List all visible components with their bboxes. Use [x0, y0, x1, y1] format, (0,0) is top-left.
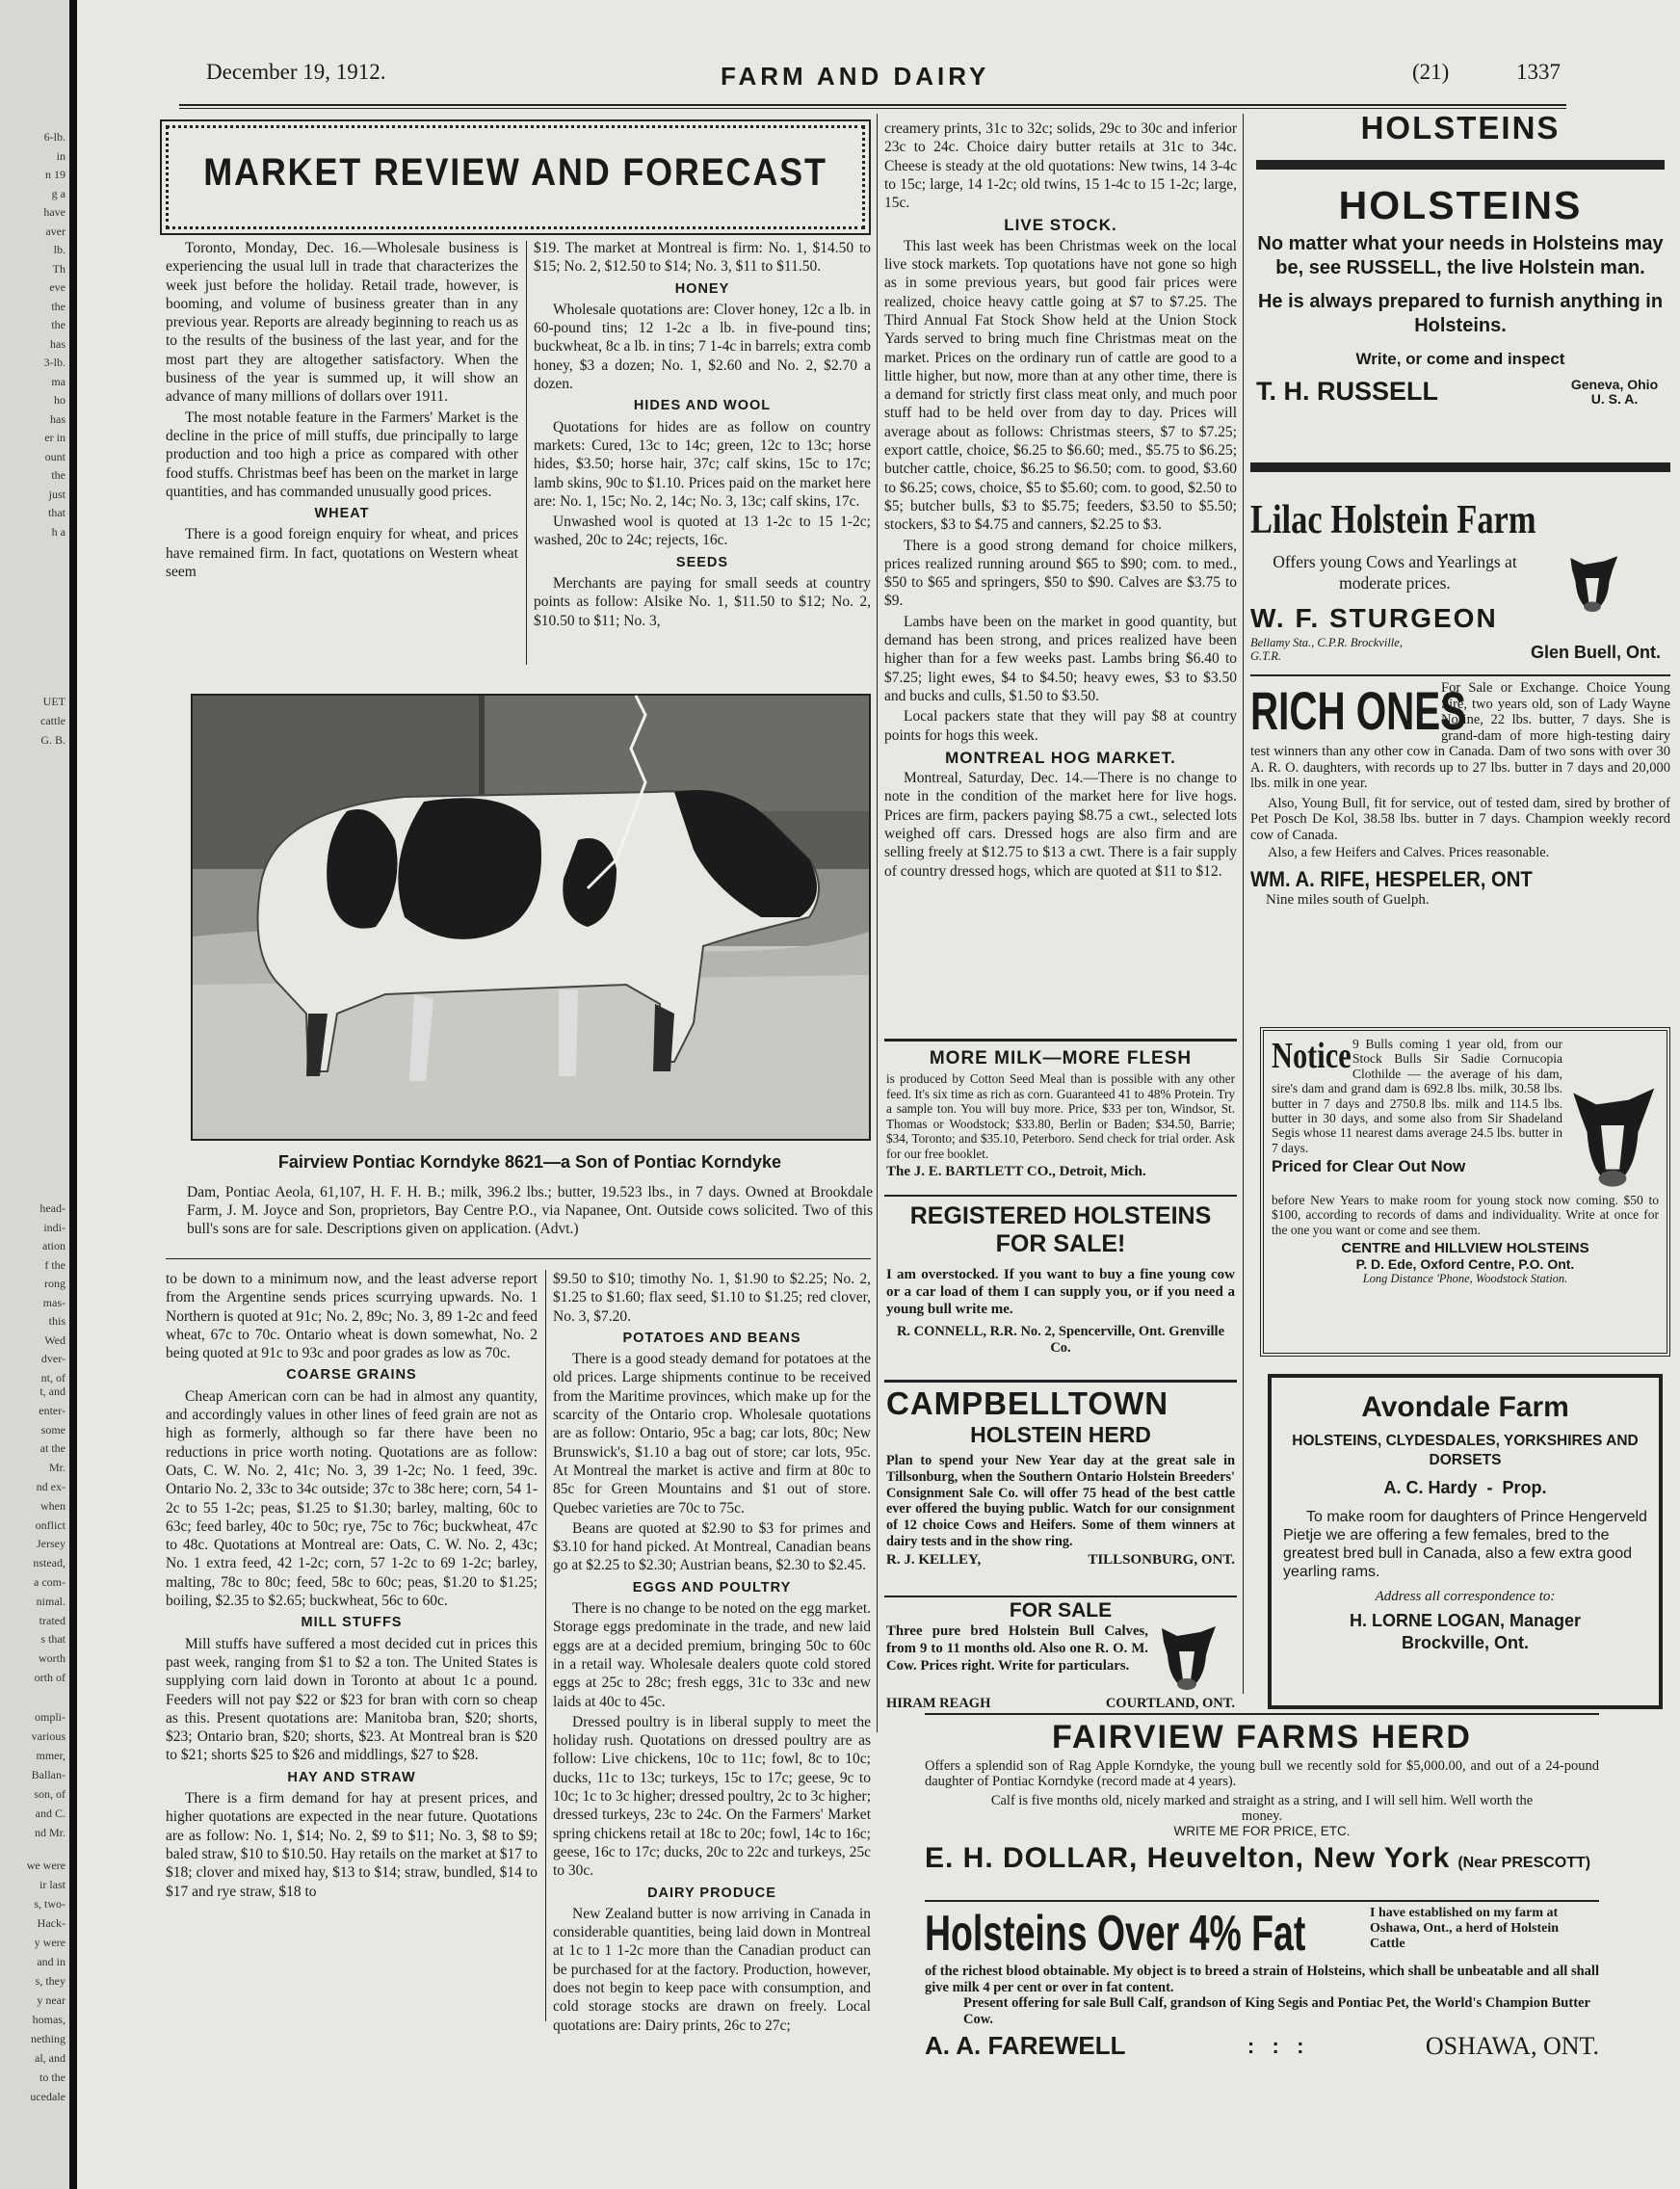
left-page-fragment: just [48, 487, 66, 501]
left-page-fragment: 3-lb. [43, 356, 66, 369]
left-page-fragment: Ballan- [31, 1768, 66, 1781]
section-heading-honey: HONEY [674, 280, 730, 297]
ad-title: Notice [1272, 1036, 1352, 1076]
left-page-fragment: this [48, 1314, 66, 1328]
campbelltown-ad [886, 1385, 1235, 1596]
left-page-fragment: enter- [39, 1403, 66, 1417]
article-paragraph: Montreal, Saturday, Dec. 14.—There is no change to note in the condition of the market here for live hogs. Prices are firm, packers paying $8.75 a cwt., selected lots weighed off cars. Dressed hogs are also firm and are selling freely at $12.75 to $13 a cwt. There is a fair supply of country dressed hogs, which are quoted at $11 to $12. [884, 770, 1237, 880]
fairview-farms-ad [925, 1719, 1599, 1908]
section-heading-hog-market: MONTREAL HOG MARKET. [945, 748, 1176, 767]
article-paragraph: to be down to a minimum now, and the least adverse report from the Argentine sends prices scurrying upwards. No. 1 Northern is quoted at 91c; No. 2, 89c; No. 3, 89 1-2c and feed wheat, 67c to 70c. Ontario wheat is down somewhat, No. 2 being quoted at 91c to 93c and poor grades as low as 70c. [166, 1271, 538, 1362]
left-page-fragment: indi- [43, 1220, 66, 1234]
left-page-fragment: f the [44, 1257, 66, 1272]
article-paragraph: New Zealand butter is now arriving in Canada in considerable quantities, being laid down in Montreal at 1c to 1 1-2c more than the Canadian product can be purchased for at the factory. Production, however, does not begin to keep pace with consumption, and cold storage stocks are drawn on freely. Local quotations are: Dairy prints, 26c to 27c; [553, 1905, 871, 2034]
column-divider [526, 241, 527, 665]
cotton-seed-meal-ad [886, 1048, 1235, 1202]
section-heading-potatoes: POTATOES AND BEANS [622, 1330, 801, 1346]
left-page-fragment: that [48, 506, 66, 519]
left-page-fragment: rong [44, 1277, 66, 1290]
left-page-fragment: s, they [35, 1974, 66, 1988]
section-heading-dairy: DAIRY PRODUCE [647, 1885, 776, 1901]
newspaper-page [77, 0, 1680, 2189]
article-paragraph: Wholesale quotations are: Clover honey, 12c a lb. in 60-pound tins; 12 1-2c a lb. in five-pound tins; buckwheat, 8c a lb. in tins; 7 1-4c in barrels; extra comb honey, $3 a dozen; No. 1, $2.60 and No. 2, $2.70 a dozen. [534, 301, 871, 393]
cow-head-icon [1559, 551, 1626, 619]
market-column-1-bottom [166, 1270, 538, 2016]
ad-side-text: I have established on my farm at Oshawa, Ont., a herd of Holstein Cattle [1370, 1906, 1560, 1951]
left-page-fragment: the [51, 318, 66, 331]
photo-rule [166, 1258, 871, 1259]
ad-body: Also, Young Bull, fit for service, out of tested dam, sired by brother of Pet Posch De Kol, 38.58 lbs. butter in 7 days. Champion weekly record cow of Canada. [1250, 795, 1670, 843]
left-page-fragment: ma [51, 374, 66, 388]
masthead: FARM AND DAIRY [721, 62, 990, 91]
left-page-fragment: n 19 [45, 168, 66, 181]
for-sale-ad [886, 1599, 1235, 1727]
left-page-fragment: ation [42, 1239, 66, 1253]
left-page-fragment: eve [49, 280, 66, 294]
left-page-fragment: some [40, 1422, 66, 1437]
left-page-fragment: ucedale [30, 2090, 66, 2103]
russell-holsteins-ad [1250, 106, 1670, 472]
left-page-fragment: when [40, 1498, 66, 1513]
left-page-fragment: various [31, 1729, 66, 1743]
article-paragraph: Toronto, Monday, Dec. 16.—Wholesale business is experiencing the usual lull in trade that characterizes the week just before the holiday. Retail trade, however, is booming, and volume of business greater than in any previous year. Reports are already beginning to reach us as to the results of the business of the last year, and for the most part they are altogether satisfactory. When the business of the year is summed up, it will show an advance of many millions of dollars over 1911. [166, 240, 518, 406]
left-page-fragment: has [50, 336, 66, 351]
lilac-holstein-farm-ad [1250, 482, 1670, 674]
page-ref: (21) [1412, 60, 1450, 84]
ad-rule [1250, 462, 1670, 472]
left-page-fragment: nd ex- [36, 1480, 66, 1493]
ad-body: Also, a few Heifers and Calves. Prices reasonable. [1268, 845, 1550, 860]
left-page-fragment: y were [34, 1936, 66, 1949]
left-page-fragment: ir last [39, 1878, 66, 1891]
left-page-fragment: t, and [39, 1385, 66, 1398]
ad-signature-name: R. J. KELLEY, [886, 1551, 982, 1568]
left-page-fragment: head- [39, 1201, 66, 1215]
article-paragraph: Beans are quoted at $2.90 to $3 for primes and $3.10 for hand picked. At Montreal, Canadian beans go at $2.25 to $2.30; Austrian beans, $2.30 to $2.45. [553, 1519, 871, 1574]
left-page-fragment: g a [51, 186, 66, 200]
ad-signature-name: T. H. RUSSELL [1256, 377, 1439, 406]
left-page-fragment: ompli- [35, 1710, 66, 1724]
ad-body: of the richest blood obtainable. My object is to breed a strain of Holsteins, which shall be unbeatable and all shall give milk 4 per cent or over in fat content. [925, 1964, 1599, 1995]
article-paragraph: creamery prints, 31c to 32c; solids, 29c to 30c and inferior 23c to 24c. Choice dairy butter retails at 31c to 34c. Cheese is steady at the old quotations: New twins, 14 3-4c to 15c; large, 14 1-2c; old twins, 15 1-4c to 15 1-2c; large, 15c. [884, 120, 1237, 212]
left-page-fragment: orth of [34, 1671, 66, 1684]
ad-body: To make room for daughters of Prince Hengerveld Pietje we are offering a few females, bred to the greatest bred bull in Canada, also a few extra good yearling rams. [1283, 1509, 1647, 1580]
ad-signature-place: P. D. Ede, Oxford Centre, P.O. Ont. [1355, 1256, 1575, 1273]
ad-title: RICH ONES [1250, 680, 1467, 741]
left-page-fragment: have [43, 205, 66, 219]
left-page-fragment: worth [39, 1651, 66, 1666]
ad-separator: : : : [1247, 2033, 1304, 2058]
left-page-fragment: lb. [53, 243, 66, 256]
left-page-edge [0, 0, 69, 2189]
page-number: 1337 [1516, 60, 1561, 84]
article-paragraph: Cheap American corn can be had in almost any quantity, and accordingly values in other lines of feed grain are not as high as formerly, although so far there have been no reductions in price worth noting. Quotations are as follow: Oats, C. W. No. 2, 41c; No. 3, 39 1-2c; No. 1 feed, 39c. Ontario No. 2, 33c to 34c outside; 37c to 38c here; corn, 54 1-2c to 55 1-2c; peas, $1.25 to $1.30; barley, malting, 60c to 63c; feed barley, 40c to 50c; rye, 75c to 76c; buckwheat, 47c to 48c. Quotations at Montreal are: Oats, C. W. No. 2, 43c; No. 1 extra feed, 42 1-2c; corn, 57 1-2c to 69 1-2c; barley, malting, 78c to 80c; feed, 58c to 60c; peas, $1.20 to $1.25; boiling, $2.35 to $2.65; buckwheat, 56c to 60c. [166, 1387, 538, 1610]
column-divider [1243, 114, 1244, 1694]
ad-signature-place: Nine miles south of Guelph. [1266, 891, 1430, 908]
ad-subtitle: HOLSTEIN HERD [970, 1422, 1151, 1447]
left-page-fragment: to the [39, 2070, 66, 2084]
ad-signature: The J. E. BARTLETT CO., Detroit, Mich. [886, 1164, 1146, 1179]
avondale-farm-ad [1268, 1374, 1663, 1709]
left-page-fragment: Th [52, 261, 66, 276]
left-page-fragment: a com- [34, 1575, 66, 1589]
market-column-2-top [534, 239, 871, 668]
ad-signature-name: WM. A. RIFE, HESPELER, ONT [1250, 866, 1533, 891]
left-page-fragment: nimal. [36, 1594, 66, 1608]
ad-subtitle: Priced for Clear Out Now [1272, 1157, 1466, 1176]
market-review-banner [166, 125, 865, 229]
market-column-3 [884, 119, 1237, 1033]
section-heading-hides: HIDES AND WOOL [633, 398, 772, 414]
ad-title: REGISTERED HOLSTEINS [909, 1202, 1212, 1229]
ad-body: is produced by Cotton Seed Meal than is possible with any other feed. It's six time as rich as corn. Guaranteed 41 to 48% Protein. Try a sample ton. You will buy more. Price, $33 per ton, Windsor, St. Thomas or Woodstock; $33.80, Berlin or Baden; $34.50, Barrie; $34, Toronto; and $35.10, Peterboro. Send check for trial order. Ask for our free booklet. [886, 1071, 1235, 1161]
ad-body: For Sale or Exchange. Choice Young Sire, two years old, son of Lady Wayne Norine, 22 lbs. butter, 7 days. She is grand-dam of more high-testing dairy test winners than any other cow in Canada. Dam of two sons with over 30 A. R. O. daughters, with records up to 27 lbs. butter in 7 days and 20,000 lbs. milk in one year. [1250, 680, 1670, 791]
article-paragraph: Dressed poultry is in liberal supply to meet the holiday rush. Quotations on dressed poultry are as follow: Live chickens, 10c to 11c; fowl, 8c to 10c; ducks, 11c to 13c; turkeys, 15c to 17c; geese, 9c to 10c; 1c to 3c higher; dressed poultry, 2c to 3c higher; dressed turkeys, 23c to 24c. On the Farmers' Market spring chickens retail at 18c to 20c; fowl, 14c to 16c; geese, 16c to 17c; ducks, 20c to 22c and turkeys, 25c to 30c. [553, 1713, 872, 1880]
bull-photo-illustration [193, 696, 869, 1139]
ad-signature-place: Brockville, Ont. [1401, 1633, 1530, 1652]
farewell-holsteins-ad [925, 1906, 1599, 2098]
registered-holsteins-ad [886, 1202, 1235, 1382]
cow-head-icon [1148, 1622, 1225, 1696]
article-paragraph: $9.50 to $10; timothy No. 1, $1.90 to $2.25; No. 2, $1.25 to $1.60; flax seed, $1.10 to $1.25; red clover, No. 3, $7.20. [553, 1271, 871, 1325]
issue-date: December 19, 1912. [206, 60, 386, 84]
ad-signature [886, 1696, 1235, 1712]
ad-offer: Present offering for sale Bull Calf, grandson of King Segis and Pontiac Pet, the World's Champion Butter Cow. [963, 1995, 1590, 2027]
left-page-fragment: we were [26, 1859, 66, 1872]
left-page-fragment: onflict [35, 1517, 66, 1532]
ad-rule [884, 1195, 1237, 1197]
ad-title: FAIRVIEW FARMS HERD [1052, 1719, 1472, 1755]
ad-title: CAMPBELLTOWN [886, 1385, 1169, 1421]
ad-title: HOLSTEINS [1338, 183, 1583, 227]
ad-body: before New Years to make room for young stock now coming. $50 to $100, according to records of dams and individuality. Write at once for the one you want or come and see them. [1272, 1193, 1659, 1237]
ad-title: Lilac Holstein Farm [1250, 498, 1536, 542]
left-page-fragment: son, of [34, 1787, 66, 1801]
ad-signature-name: A. A. FAREWELL [925, 2031, 1126, 2060]
cow-head-icon [1566, 1081, 1659, 1193]
page-gutter [69, 0, 77, 2189]
photo-description: Dam, Pontiac Aeola, 61,107, H. F. H. B.; milk, 396.2 lbs.; butter, 19.523 lbs., in 7 days. Owned at Brookdale Farm, J. M. Joyce and Son, proprietors, Bay Centre P.O., via Napanee, Ont. Outside cows solicited. Two of this bull's sons are for sale. Descriptions given on application. (Advt.) [187, 1184, 873, 1237]
column-divider [545, 1270, 546, 2021]
article-paragraph: Lambs have been on the market in good quantity, but demand has been strong, and prices realized have been higher than for a few weeks past. Lambs bring $6.40 to $7.25; light ewes, $4 to $4.50; heavy ewes, $3 to $3.50 and bucks and culls, $1.50 to $3.50. [884, 613, 1237, 704]
left-page-fragment: al, and [35, 2051, 66, 2065]
left-page-fragment: Wed [44, 1332, 66, 1347]
market-intro-column [166, 239, 518, 668]
left-page-fragment: y near [37, 1993, 66, 2007]
article-paragraph: There is a good steady demand for potatoes at the old prices. Large shipments continue to be received from the Maritime provinces, which make up for the scarcity of the Ontario crop. Wholesale quotations are as follow: Ontario, 95c a bag; car lots, 80c; New Brunswick's, $1.10 a bag out of store; car lots, 95c. At Montreal the market is active and firm at 80c to 85c for Green Mountains and $1 out of store. Quebec varieties are 70c to 75c. [553, 1351, 871, 1516]
left-page-fragment: mmer, [36, 1749, 66, 1762]
section-heading-mill-stuffs: MILL STUFFS [301, 1615, 403, 1631]
ad-rule [1250, 674, 1670, 676]
ad-signature-name: W. F. STURGEON [1250, 603, 1498, 633]
ad-rule [884, 1380, 1237, 1383]
article-paragraph: Unwashed wool is quoted at 13 1-2c to 15 1-2c; washed, 20c to 24c; rejects, 16c. [534, 514, 871, 549]
ad-signature [1256, 377, 1661, 407]
ad-title: FOR SALE [1009, 1599, 1113, 1622]
ad-manager: H. LORNE LOGAN, Manager [1349, 1611, 1582, 1630]
ad-write: WRITE ME FOR PRICE, ETC. [1173, 1824, 1351, 1838]
article-paragraph: Merchants are paying for small seeds at country points as follow: Alsike No. 1, $11.50 to $12; No. 2, $10.50 to $11; No. 3, [534, 575, 871, 629]
article-paragraph: There is a firm demand for hay at present prices, and higher quotations are expected in the near future. Quotations are as follow: No. 1, $14; No. 2, $9 to $11; No. 3, $8 to $9; baled straw, $10 to $10.50. Hay retails on the market at $17 to $18; clover and mixed hay, $13 to $14; straw, bundled, $14 to $17 and rye straw, $18 to [166, 1790, 538, 1900]
market-column-2-bottom [553, 1270, 872, 2034]
left-page-fragment: has [50, 411, 66, 426]
article-paragraph: Local packers state that they will pay $8 at country points for hogs this week. [884, 708, 1237, 744]
article-paragraph: There is a good strong demand for choice milkers, prices realized running around $65 to $90; com. to med., $50 to $65 and springers, $50 to $90. Calves are $3.75 to $9. [884, 537, 1237, 610]
left-page-fragment: s that [40, 1632, 66, 1647]
left-page-fragment: trated [39, 1613, 66, 1627]
left-page-fragment: er in [44, 431, 66, 444]
ad-rule [884, 1596, 1237, 1597]
ad-signature-place: Glen Buell, Ont. [1530, 643, 1661, 662]
ad-rule [884, 1039, 1237, 1042]
rich-ones-ad [1250, 680, 1670, 1008]
article-paragraph: $19. The market at Montreal is firm: No. 1, $14.50 to $15; No. 2, $12.50 to $14; No. 3, $11 to $11.50. [534, 240, 871, 276]
left-page-fragment: nd Mr. [34, 1826, 66, 1839]
ad-signature-place: TILLSONBURG, ONT. [1088, 1551, 1235, 1568]
left-page-fragment: dver- [40, 1352, 66, 1365]
article-paragraph: There is a good foreign enquiry for wheat, and prices have remained firm. In fact, quotations on Western wheat seem [166, 526, 518, 581]
ad-stations: Bellamy Sta., C.P.R. Brockville, G.T.R. [1250, 636, 1403, 663]
ad-breeds: HOLSTEINS, CLYDESDALES, YORKSHIRES AND DORSETS [1292, 1433, 1639, 1468]
ad-body: He is always prepared to furnish anything in Holsteins. [1257, 291, 1664, 336]
left-page-fragment: the [51, 299, 66, 313]
ad-rule [925, 1900, 1599, 1902]
ad-signature [886, 1552, 1235, 1569]
left-page-fragment: h a [51, 524, 66, 539]
left-page-fragment: nt, of [40, 1370, 66, 1385]
left-page-fragment: nstead, [33, 1556, 66, 1570]
ad-title: MORE MILK—MORE FLESH [929, 1048, 1193, 1068]
left-page-fragment: UET [42, 695, 66, 708]
ad-proprietor: A. C. Hardy - Prop. [1383, 1478, 1547, 1497]
left-page-fragment: the [51, 468, 66, 482]
article-paragraph: There is no change to be noted on the egg market. Storage eggs predominate in the trade, and new laid eggs are at a decided premium, bringing 50c to 60c in a retail way. Wholesale dealers quote cold stored eggs at 25c to 28c; fresh eggs, 31c to 33c and new laids at 40c to 45c. [553, 1600, 871, 1710]
ad-address-note: Address all correspondence to: [1375, 1589, 1556, 1604]
left-page-fragment: Jersey [37, 1537, 66, 1551]
ad-signature: R. CONNELL, R.R. No. 2, Spencerville, Ont. Grenville Co. [896, 1324, 1225, 1356]
left-page-fragment: aver [45, 224, 66, 238]
section-heading-live-stock: LIVE STOCK. [1004, 216, 1117, 235]
ad-body: Calf is five months old, nicely marked and straight as a string, and I will sell him. Well worth the money. [990, 1793, 1534, 1824]
ad-top-title: HOLSTEINS [1360, 110, 1561, 145]
ad-body: Plan to spend your New Year day at the great sale in Tillsonburg, when the Southern Ontario Holstein Breeders' Consignment Sale Co. will offer 75 head of the best cattle ever offered the buying public. Watch for our consignment of 12 choice Cows and Heifers. Some of them winners at dairy tests and in the show ring. [886, 1453, 1235, 1549]
notice-ad [1260, 1027, 1670, 1357]
ad-body: Offers a splendid son of Rag Apple Korndyke, the young bull we recently sold for $5,000.00, and out of a 24-pound daughter of Pontiac Korndyke (record made at 4 years). [925, 1758, 1599, 1789]
ad-body: 9 Bulls coming 1 year old, from our Stock Bulls Sir Sadie Cornucopia Clothilde — the average of his dam, sire's dam and grand dam is 692.8 lbs. milk, 30.58 lbs. butter in 7 days and 2750.8 lbs. milk and 114.5 lbs. butter in 30 days, and some also from Sir Shadeland Segis whose 11 nearest dams average 24.5 lbs. butter in 7 days. [1272, 1037, 1562, 1155]
ad-signature-name: HIRAM REAGH [886, 1696, 991, 1711]
ad-body: I am overstocked. If you want to buy a fine young cow or a car load of them I can supply you, or if you need a young bull write me. [886, 1267, 1235, 1317]
section-heading-wheat: WHEAT [314, 506, 370, 522]
ad-rule [1256, 160, 1665, 170]
left-page-fragment: ho [54, 393, 66, 407]
left-page-fragment: mas- [42, 1295, 66, 1309]
ad-title: Holsteins Over 4% Fat [925, 1906, 1306, 1962]
section-heading-seeds: SEEDS [675, 554, 729, 570]
left-page-fragment: Mr. [48, 1461, 66, 1475]
ad-title: FOR SALE! [995, 1230, 1126, 1257]
left-page-fragment: nething [31, 2032, 66, 2045]
left-page-fragment: G. B. [40, 733, 66, 747]
ad-title: Avondale Farm [1361, 1391, 1569, 1423]
left-page-fragment: s, two- [34, 1897, 66, 1911]
article-paragraph: The most notable feature in the Farmers' Market is the decline in the price of mill stuffs, due principally to large production and too high a price as compared with other food stuffs. Christmas beef has been on the market in large quantities, and has commanded unusually good prices. [166, 409, 518, 500]
left-page-fragment: at the [39, 1441, 66, 1456]
left-page-fragment: in [56, 148, 66, 163]
ad-rule [925, 1713, 1599, 1715]
left-page-fragment: Hack- [37, 1916, 66, 1930]
ad-signature-name: E. H. DOLLAR, Heuvelton, New York [925, 1842, 1451, 1874]
section-heading-hay: HAY AND STRAW [287, 1769, 416, 1785]
ad-signature-place: Geneva, Ohio U. S. A. [1570, 376, 1659, 407]
left-page-fragment: ount [44, 449, 66, 463]
section-heading-eggs: EGGS AND POULTRY [632, 1579, 792, 1596]
article-paragraph: Mill stuffs have suffered a most decided cut in prices this past week, ranging from $1 to $2 a ton. The United States is supplying corn laid down in Toronto at about 1c a pound. Feeders will not pay $22 or $23 for bran with corn so cheap as this. Present quotations are: Manitoba bran, $20; shorts, $23; Ontario bran, $20; shorts, $23. At Montreal bran is $20 to $21; shorts $25 to $26 and middlings, $27 to $28. [166, 1635, 538, 1764]
left-page-fragment: cattle [40, 714, 66, 727]
ad-body: Three pure bred Holstein Bull Calves, from 9 to 11 months old. Also one R. O. M. Cow. Prices right. Write for particulars. [886, 1623, 1148, 1674]
ad-signature-name: CENTRE and HILLVIEW HOLSTEINS [1341, 1240, 1589, 1257]
ad-body: Offers young Cows and Yearlings at moderate prices. [1273, 552, 1517, 593]
ad-signature-place: OSHAWA, ONT. [1425, 2031, 1599, 2060]
left-page-fragment: 6-lb. [43, 130, 66, 144]
ad-near: (Near PRESCOTT) [1457, 1855, 1591, 1871]
photo-caption: Fairview Pontiac Korndyke 8621—a Son of Pontiac Korndyke [277, 1152, 782, 1172]
ad-signature-place: COURTLAND, ONT. [1105, 1696, 1235, 1711]
banner-title: MARKET REVIEW AND FORECAST [203, 151, 827, 194]
ad-body: Write, or come and inspect [1355, 350, 1565, 368]
ad-body: No matter what your needs in Holsteins may be, see RUSSELL, the live Holstein man. [1257, 233, 1664, 278]
article-paragraph: This last week has been Christmas week on the local live stock markets. Top quotations have not gone so high as in some previous years, but good fair prices were realized, choice heavy cattle going at $7 to $7.25. The Third Annual Fat Stock Show held at the Union Stock Yards served to bring much fine Christmas meat on the market. Prices on the ordinary run of cattle are good to a little higher, but now, more than at any other time, there is a demand for strictly first class meat only, and much poor stuff had to be held over from day to day. Prices will average about as follows: Christmas steers, $7 to $7.25; export cattle, choice, $6.25 to $6.60; med., $5.75 to $6.25; butcher cattle, choice, $6.25 to $6.50; com. to good, $3.60 to $6.25; cows, choice, $5 to $5.60; com. to good, $2.50 to $5; butcher bulls, $3 to $5.75; feeders, $3.50 to $5.50; stockers, $3 to $4.75 and canners, $2.25 to $3. [884, 237, 1237, 534]
column-divider [877, 114, 878, 1732]
left-page-fragment: and in [37, 1955, 66, 1968]
left-page-fragment: homas, [32, 2013, 66, 2026]
holstein-bull-photo [191, 694, 871, 1141]
article-paragraph: Quotations for hides are as follow on country markets: Cured, 13c to 14c; green, 12c to 13c; horse hides, $3.50; horse hair, 37c; calf skins, 15c to 17c; lamb skins, 90c to $1.10. Prices paid on the market here are: No. 1, 15c; No. 2, 14c; No. 3, 13c; calf skins, 17c. [534, 418, 871, 510]
left-page-fragment: and C. [35, 1807, 66, 1820]
section-heading-coarse-grains: COARSE GRAINS [286, 1367, 417, 1384]
ad-phone: Long Distance 'Phone, Woodstock Station. [1362, 1272, 1568, 1286]
